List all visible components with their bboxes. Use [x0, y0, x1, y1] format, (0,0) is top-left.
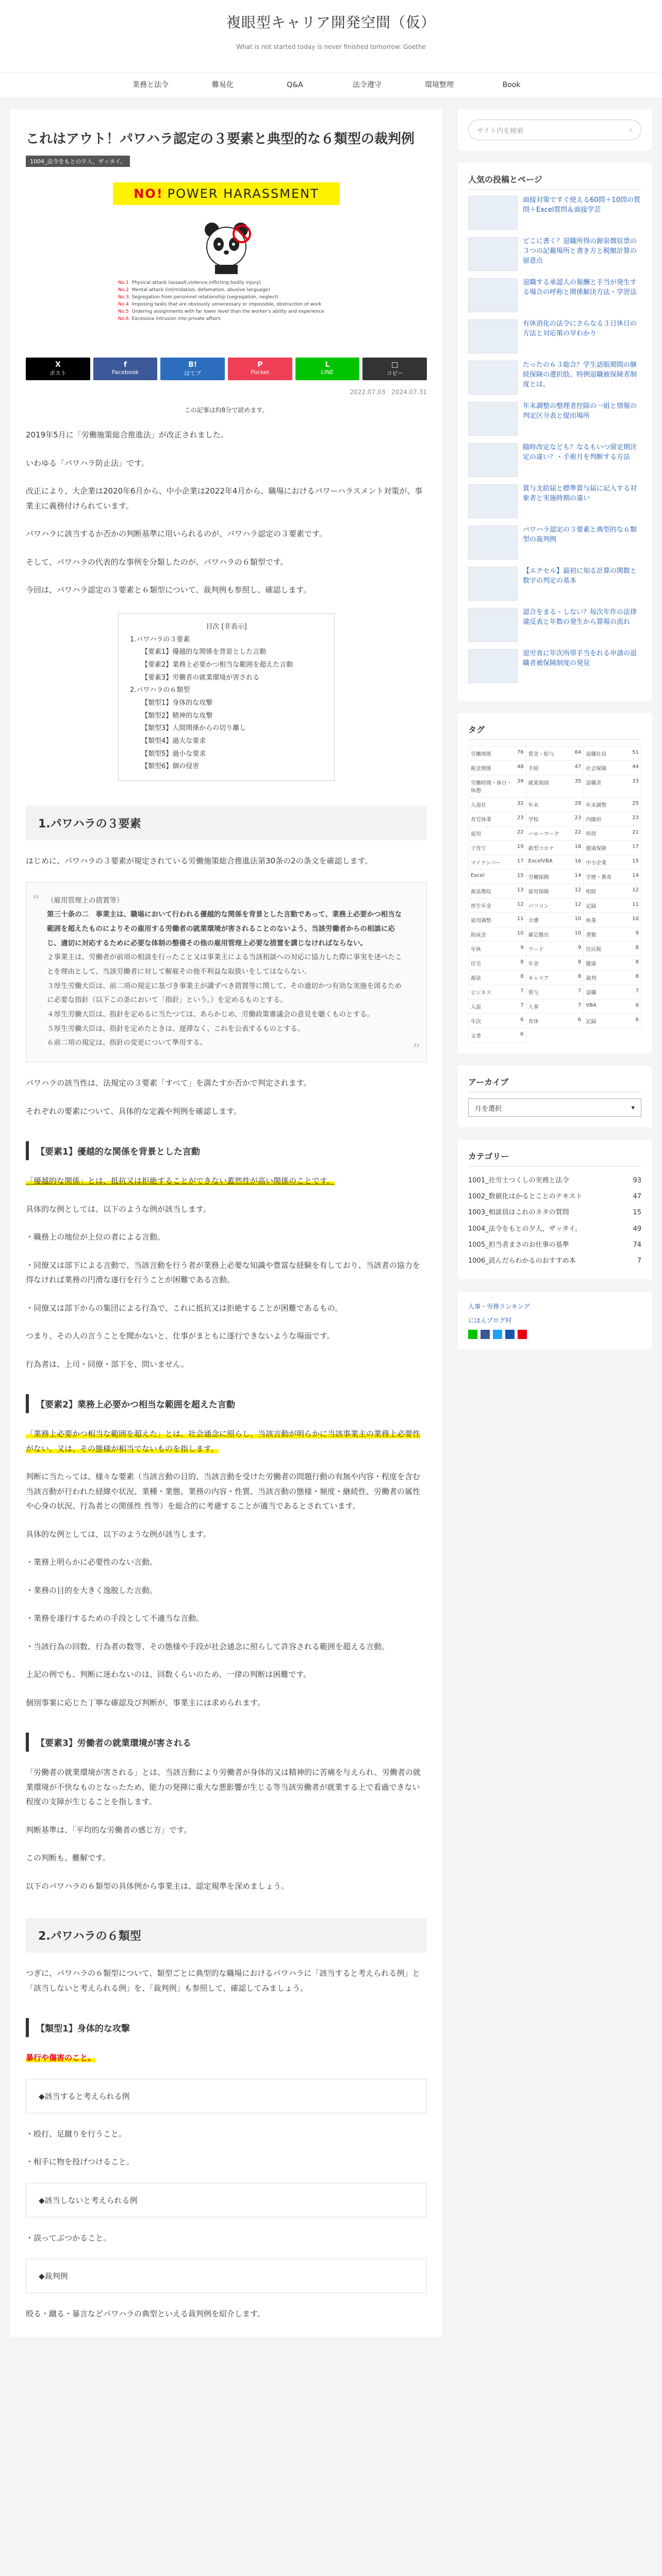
tag-item[interactable]: 所得 21	[584, 826, 641, 841]
tag-item[interactable]: 雇用 22	[469, 826, 526, 841]
quote-line: （雇用管理上の措置等）	[47, 896, 124, 905]
search-input[interactable]: サイト内を検索 ⌕	[468, 120, 641, 140]
tag-item[interactable]: 年次 6	[469, 1014, 526, 1028]
tag-item[interactable]: ワード 9	[526, 942, 584, 956]
twitter-icon[interactable]	[493, 1330, 502, 1339]
paragraph: 個別事案に応じた丁寧な確認及び判断が、事業主には求められます。	[26, 1698, 265, 1707]
tag-item[interactable]: 退職者 33	[584, 775, 641, 798]
paragraph: いわゆる「パワハラ防止法」です。	[26, 458, 149, 468]
tag-item[interactable]: 住宅 8	[469, 956, 526, 971]
widget-title: アーカイブ	[468, 1076, 641, 1092]
popular-item[interactable]: 有休消化の法令にさらなる３日休日の方法と対応策の早わかり	[468, 319, 641, 353]
tag-item[interactable]: 雇用調整 11	[469, 913, 526, 927]
quote-line: ２事業主は、労働者が前項の相談を行ったこと又は事業主による当該相談への対応に協力した際に事実を述べたことを理由として、当該労働者に対して解雇その他不利益な取扱いをしてはならない。	[47, 953, 402, 976]
share-copy-button[interactable]: □ コピー	[362, 358, 427, 380]
nav-item[interactable]: 法令遵守	[353, 81, 382, 89]
banner-no: NO!	[134, 187, 163, 201]
search-icon[interactable]: ⌕	[628, 126, 633, 134]
tag-item[interactable]: 労働関係 76	[469, 747, 526, 761]
archive-select[interactable]: 月を選択 ▾	[468, 1098, 641, 1117]
site-header	[0, 0, 662, 72]
tag-item[interactable]: 雇用保険 12	[526, 884, 584, 899]
article	[10, 109, 442, 2337]
thumbnail	[468, 361, 518, 395]
subsection-heading: 【要素2】業務上必要かつ相当な範囲を超えた言動	[26, 1394, 427, 1413]
tag-item[interactable]: マイナンバー 17	[469, 855, 526, 870]
popular-item[interactable]: 面接対策ですぐ使える60問＋10問の質問＋Excel質問＆面接学芸	[468, 196, 641, 230]
paragraph: 具体的な例としては、以下のような例が該当します。	[26, 1204, 211, 1214]
category-item[interactable]: 1003_相談員はこれのネタの質問 15	[468, 1209, 641, 1217]
paragraph: 「業務上必要かつ相当な範囲を超えた」とは、社会通念に照らし、当該言動が明らかに当該事業主の業務上必要性がない、又は、その態様が相当でないものを指します。	[26, 1429, 421, 1453]
popular-item[interactable]: たったの６３総合？学生語版期間の継続保険の選択肢、特例退職被保険者制度とは。	[468, 361, 641, 395]
tag-item[interactable]: 年末 28	[526, 798, 584, 812]
tag-item[interactable]: 子育て 19	[469, 841, 526, 855]
tag-item[interactable]: 記録 11	[584, 899, 641, 913]
popular-item[interactable]: 【エクセル】最初に知る計算の関数と数字の判定の基本	[468, 567, 641, 601]
thumbnail	[468, 278, 518, 312]
thumbnail	[468, 237, 518, 271]
global-nav	[0, 72, 662, 97]
paragraph: 上記の例でも、判断に迷わないのは、回数くらいのため、一律の判断は困難です。	[26, 1670, 311, 1680]
tag-item[interactable]: 記録 6	[584, 1014, 641, 1028]
share-facebook-button[interactable]: f Facebook	[93, 358, 158, 380]
paragraph: この判断も、難解です。	[26, 1853, 110, 1863]
read-time: この記事は約8分で読めます。	[184, 406, 269, 414]
paragraph: 暴行や傷害のこと。	[26, 2053, 96, 2063]
paragraph: 行為者は、上司・同僚・部下を、問いません。	[26, 1359, 189, 1369]
widget-title: 人気の投稿とページ	[468, 173, 641, 190]
tag-item[interactable]: 賞与 7	[526, 985, 584, 999]
share-buttons	[26, 358, 427, 380]
tag-item[interactable]: 源泉徴収 13	[469, 884, 526, 899]
toc-item[interactable]: 2.パワハラの６類型	[130, 686, 190, 694]
thumbnail	[468, 196, 518, 230]
popular-item[interactable]: パワハラ認定の３要素と典型的な６類型の裁判例	[468, 526, 641, 560]
ranking-widget	[458, 1292, 652, 1349]
site-title[interactable]: 複眼型キャリア開発空間（仮）	[226, 14, 436, 31]
example-box: ◆該当すると考えられる例	[26, 2079, 427, 2113]
facebook-icon[interactable]	[481, 1330, 490, 1339]
paragraph: ・業務上明らかに必要性のない言動。	[26, 1557, 158, 1567]
toc-item[interactable]: 【要素3】労働者の就業環境が害される	[141, 673, 260, 682]
toc-title[interactable]: 目次 [非表示]	[206, 622, 247, 631]
paragraph: 「優越的な関係」とは、抵抗又は拒絶することができない蓋然性が高い関係のことです。	[26, 1176, 335, 1186]
thumbnail	[468, 649, 518, 683]
toc-item[interactable]: 【類型4】過大な要求	[141, 737, 206, 745]
post-dates: 2022.07.03 2024.07.31	[350, 388, 427, 396]
example-box: ◆該当しないと考えられる例	[26, 2183, 427, 2217]
paragraph: 判断基準は、「平均的な労働者の感じ方」です。	[26, 1825, 192, 1835]
paragraph: 判断に当たっては、様々な要素（当該言動の目的、当該言動を受けた労働者の問題行動の有無や内容・程度を含む当該言動が行われた経緯や状況、業種・業態、業務の内容・性質、当該言動の態様・頻度・継続性、労働者の属性や心身の状況、行為者との関係性 性等）を総合的に考慮することが適当であるとされています。	[26, 1472, 421, 1511]
share-x-button[interactable]: X ポスト	[26, 358, 90, 380]
paragraph: 具体的な例としては、以下のような例が該当します。	[26, 1529, 211, 1539]
tag-item[interactable]: 助成金 10	[469, 927, 526, 942]
paragraph: ・誤ってぶつかること。	[26, 2233, 111, 2243]
nav-item[interactable]: Book	[502, 81, 521, 89]
toc-item[interactable]: 【要素1】優越的な関係を背景とした言動	[141, 648, 267, 656]
nav-item[interactable]: 業務と法令	[133, 81, 169, 89]
tag-item[interactable]: 手続 47	[526, 761, 584, 775]
blogmura-link[interactable]: にほんブログ村	[468, 1317, 512, 1325]
tag-cloud	[458, 713, 652, 1053]
tag-item[interactable]: VBA 6	[584, 999, 641, 1014]
archive-widget	[458, 1065, 652, 1127]
tag-item[interactable]: 学歴・教育 14	[584, 870, 641, 884]
tag-item[interactable]: 労働保険 14	[526, 870, 584, 884]
section-heading: 2.パワハラの６類型	[26, 1918, 427, 1953]
toc-item[interactable]: 【類型6】個の侵害	[141, 762, 200, 771]
tag-item[interactable]: 厚生年金 12	[469, 899, 526, 913]
quote-line: 第三十条の二 事業主は、職場において行われる優越的な関係を背景とした言動であって、業務上必要かつ相当な範囲を超えたものによりその雇用する労働者の就業環境が害されることのないよう、当該労働者からの相談に応じ、適切に対応するために必要な体制の整備その他の雇用管理上必要な措置を講じなければならない。	[47, 910, 402, 947]
tag-item[interactable]: ビジネス 7	[469, 985, 526, 999]
chevron-down-icon: ▾	[631, 1104, 635, 1112]
tag-item[interactable]: 相続 12	[584, 884, 641, 899]
tag-item[interactable]: 育児休業 23	[469, 812, 526, 826]
paragraph: ・同僚又は部下による言動で、当該言動を行う者が業務上必要な知識や豊富な経験を有しており、当該者の協力を得なければ業務の円滑な遂行を行うことが困難である言動。	[26, 1260, 420, 1285]
law-quote	[26, 882, 427, 1062]
eyecatch-image	[97, 182, 355, 337]
subsection-heading: 【要素1】優越的な関係を背景とした言動	[26, 1141, 427, 1160]
tag-item[interactable]: 内閣府 23	[584, 812, 641, 826]
tag-item[interactable]: 入退社 32	[469, 798, 526, 812]
article-title: これはアウト！パワハラ認定の３要素と典型的な６類型の裁判例	[26, 131, 415, 147]
mail-icon[interactable]	[505, 1330, 515, 1339]
toc-item[interactable]: 【類型2】精神的な攻撃	[141, 711, 213, 720]
paragraph: 殴る・蹴る・暴言などパワハラの典型といえる裁判例を紹介します。	[26, 2309, 265, 2319]
tag-item[interactable]: 学校 23	[526, 812, 584, 826]
tag-item[interactable]: 社会保険 44	[584, 761, 641, 775]
popular-item[interactable]: 年末調整の整理者控除の一組と情報の判定区分表と提出場所	[468, 402, 641, 436]
paragraph: ・殴打、足蹴りを行うこと。	[26, 2129, 127, 2139]
paragraph: 2019年5月に「労働施策総合推進法」が改正されました。	[26, 430, 228, 440]
toc-item[interactable]: 1.パワハラの３要素	[130, 635, 190, 643]
sidebar	[458, 109, 652, 2337]
tag-item[interactable]: ExcelVBA 16	[526, 855, 584, 870]
tag-item[interactable]: 住民税 8	[584, 942, 641, 956]
subsection-heading: 【類型1】身体的な攻撃	[26, 2018, 427, 2037]
toc-item[interactable]: 【要素2】業務上必要かつ相当な範囲を超えた言動	[141, 660, 293, 669]
example-box: ◆裁判例	[26, 2259, 427, 2293]
category-item[interactable]: 1004_法令をもとの夕人，ザッタイ。 49	[468, 1225, 641, 1233]
tag-item[interactable]: 人事 7	[526, 999, 584, 1014]
popular-posts	[458, 163, 652, 701]
paragraph: そして、パワハラの代表的な事例を分類したのが、パワハラの６類型です。	[26, 557, 288, 567]
tag-item[interactable]: 健康保険 17	[584, 841, 641, 855]
category-widget	[458, 1140, 652, 1279]
tag-item[interactable]: 退職 7	[584, 985, 641, 999]
paragraph: パワハラに該当するか否かの判断基準に用いられるのが、パワハラ認定の３要素です。	[26, 529, 327, 539]
thumbnail	[468, 319, 518, 353]
paragraph: ・業務の目的を大きく逸脱した言動。	[26, 1585, 158, 1595]
tag-item[interactable]: 年末調整 25	[584, 798, 641, 812]
banner	[113, 182, 340, 205]
tag-item[interactable]: 源泉 8	[469, 971, 526, 985]
paragraph: パワハラの該当性は、法規定の３要素「すべて」を満たすか否かで判定されます。	[26, 1078, 311, 1088]
widget-title: タグ	[468, 723, 641, 740]
widget-title: カテゴリー	[468, 1150, 641, 1166]
nav-item[interactable]: 環境整理	[425, 81, 454, 89]
tag-item[interactable]: ハローワーク 22	[526, 826, 584, 841]
quote-close-icon: ”	[412, 1040, 420, 1058]
thumbnail	[468, 608, 518, 642]
tag-item[interactable]: Excel 15	[469, 870, 526, 884]
tag-item[interactable]: 文書 6	[469, 1028, 526, 1043]
paragraph: ・相手に物を投げつけること。	[26, 2157, 135, 2167]
popular-item[interactable]: どこに書く？退職所得の源泉徴収票の３つの記載場所と書き方と税額計算の留意点	[468, 237, 641, 271]
paragraph: 改正により、大企業は2020年6月から、中小企業は2022年4月から、職場におけるパワーハラスメント対策が、事業主に義務付けられています。	[26, 486, 423, 511]
paragraph: 今回は、パワハラ認定の３要素と６類型について、裁判例も参照し、確認します。	[26, 585, 311, 595]
tag-item[interactable]: 年金 8	[526, 956, 584, 971]
ranking-link[interactable]: 人事・労務ランキング	[468, 1303, 530, 1311]
paragraph: それぞれの要素について、具体的な定義や判例を確認します。	[26, 1106, 242, 1116]
category-item[interactable]: 1001_社労士つくしの実務と法令 93	[468, 1177, 641, 1184]
eyecatch-list: No.1 Physical attack (assault,violence,inflicting bodily injury) No.2 Mental attack (intimidation, defamation, abusive language) No.3 Segregation from personnel relationship (segregation, neglect) No.4 Imposing tasks that are obviously unnecessary or impossible, obstruction of work No.5 Ordering assignments with far lower level than the worker's ability and experience No.6 Excessive intrusion into private affairs	[118, 280, 324, 322]
quote-open-icon: “	[32, 891, 40, 909]
nav-item[interactable]: 難易化	[212, 81, 234, 89]
share-pocket-button[interactable]: P Pocket	[228, 358, 292, 380]
section-heading: 1.パワハラの３要素	[26, 806, 427, 840]
quote-line: ３厚生労働大臣は、前二項の規定に基づき事業主が講ずべき措置等に関して、その適切かつ有効な実施を図るために必要な指針（以下この条において「指針」という。）を定めるものとする。	[47, 981, 402, 1005]
share-icon[interactable]	[518, 1330, 527, 1339]
thumbnail	[468, 402, 518, 436]
quote-line: ６前二項の規定は、指針の変更について準用する。	[47, 1039, 207, 1047]
quote-line: ４厚生労働大臣は、指針を定めるに当たつては、あらかじめ、労働政策審議会の意見を聴くものとする。	[47, 1010, 374, 1019]
tag-item[interactable]: 入退 7	[469, 999, 526, 1014]
popular-item[interactable]: 随時改定なども？なるもいつ留定期決定の違い？・手術月を判断する方法	[468, 443, 641, 477]
tag-item[interactable]: 介護 10	[526, 913, 584, 927]
share-line-button[interactable]: L LINE	[295, 358, 360, 380]
popular-item[interactable]: 退職する承認人の報酬と手当が発生する場合の呼称と関係解決方法・学習法	[468, 278, 641, 312]
paragraph: 以下のパワハラの６類型の具体例から事業主は、認定規準を深めましょう。	[26, 1881, 289, 1891]
paragraph: つぎに、パワハラの６類型について、類型ごとに典型的な職場におけるパワハラに「該当すると考えられる例」と「該当しないと考えられる例」を、「裁判例」も参照して、確認してみましょう。	[26, 1969, 420, 1993]
category-item[interactable]: 1005_担当者まさのお仕事の基準 74	[468, 1241, 641, 1249]
tag-item[interactable]: 退職社員 51	[584, 747, 641, 761]
paragraph: ・同僚又は部下からの集団による行為で、これに抵抗又は拒絶することが困難であるもの。	[26, 1303, 343, 1313]
toc-item[interactable]: 【類型3】人間関係からの切り離し	[141, 724, 246, 733]
thumbnail	[468, 526, 518, 560]
nav-item[interactable]: Q&A	[287, 81, 303, 89]
tag-item[interactable]: 労働時間・休日・休憩 39	[469, 775, 526, 798]
tag-item[interactable]: 就業規則 35	[526, 775, 584, 798]
thumbnail	[468, 443, 518, 477]
paragraph: はじめに、パワハラの３要素が規定されている労働施策総合推進法第30条の2の条文を確認します。	[26, 856, 373, 866]
paragraph: ・職務上の地位が上位の者による言動。	[26, 1232, 166, 1242]
category-badge[interactable]: 1004_法令をもとの夕人，ザッタイ。	[26, 156, 130, 167]
thumbnail	[468, 484, 518, 518]
tag-item[interactable]: 新型コロナ 18	[526, 841, 584, 855]
tag-item[interactable]: 休業 10	[584, 913, 641, 927]
tag-item[interactable]: 確定拠出 10	[526, 927, 584, 942]
popular-item[interactable]: 賞与支給届と標準賞与届に記入する対象者と実施時期の違い	[468, 484, 641, 518]
line-icon[interactable]	[468, 1330, 477, 1339]
tag-item[interactable]: パソコン 12	[526, 899, 584, 913]
subsection-heading: 【要素3】労働者の就業環境が害される	[26, 1733, 427, 1752]
banner-text: POWER HARASSMENT	[167, 187, 319, 201]
table-of-contents	[118, 613, 335, 781]
category-item[interactable]: 1006_読んだらわかるのおすすめ本 7	[468, 1257, 641, 1265]
quote-line: ５厚生労働大臣は、指針を定めたときは、遅滞なく、これを公表するものとする。	[47, 1024, 305, 1033]
tag-item[interactable]: キャリア 8	[526, 971, 584, 985]
toc-item[interactable]: 【類型5】過小な要求	[141, 750, 206, 758]
toc-item[interactable]: 【類型1】身体的な攻撃	[141, 699, 213, 707]
category-item[interactable]: 1002_数値化はかるとことのテキスト 47	[468, 1193, 641, 1201]
paragraph: 「労働者の就業環境が害される」とは、当該言動により労働者が身体的又は精神的に苦痛を与えられ、労働者の就業環境が不快なものとなったため、能力の発揮に重大な悪影響が生じる等当該労働者が就業する上で看過できない程度の支障が生じることを指します。	[26, 1768, 421, 1807]
tag-item[interactable]: 裁判 8	[584, 971, 641, 985]
share-hatena-button[interactable]: B! はてブ	[160, 358, 225, 380]
tag-item[interactable]: 年休 9	[469, 942, 526, 956]
panda-icon	[201, 218, 252, 275]
tag-item[interactable]: 中小企業 15	[584, 855, 641, 870]
popular-item[interactable]: 認合をまる・しない？毎次年作の法律違反表と年数の発生から算報の流れ	[468, 608, 641, 642]
follow-icons	[468, 1330, 641, 1339]
tag-item[interactable]: 育休 6	[526, 1014, 584, 1028]
paragraph: ・業務を遂行するための手段として不適当な言動。	[26, 1614, 204, 1623]
paragraph: ・当該行為の回数、行為者の数等、その態様や手段が社会通念に照らして許容される範囲を超える言動。	[26, 1641, 390, 1651]
popular-item[interactable]: 退労省に年次所帯手当をれる申請の退職者被保険制度の発見	[468, 649, 641, 683]
tag-item[interactable]: 書類 9	[584, 927, 641, 942]
thumbnail	[468, 567, 518, 601]
tag-item[interactable]: 税金関係 48	[469, 761, 526, 775]
tag-item[interactable]: 健康 8	[584, 956, 641, 971]
paragraph: つまり、その人の言うことを聞かないと、仕事がまともに遂行できないような場面です。	[26, 1331, 335, 1341]
site-tagline: What is not started today is never finished tomorrow. Goethe	[236, 43, 426, 50]
tag-item[interactable]: 賃金・給与 64	[526, 747, 584, 761]
